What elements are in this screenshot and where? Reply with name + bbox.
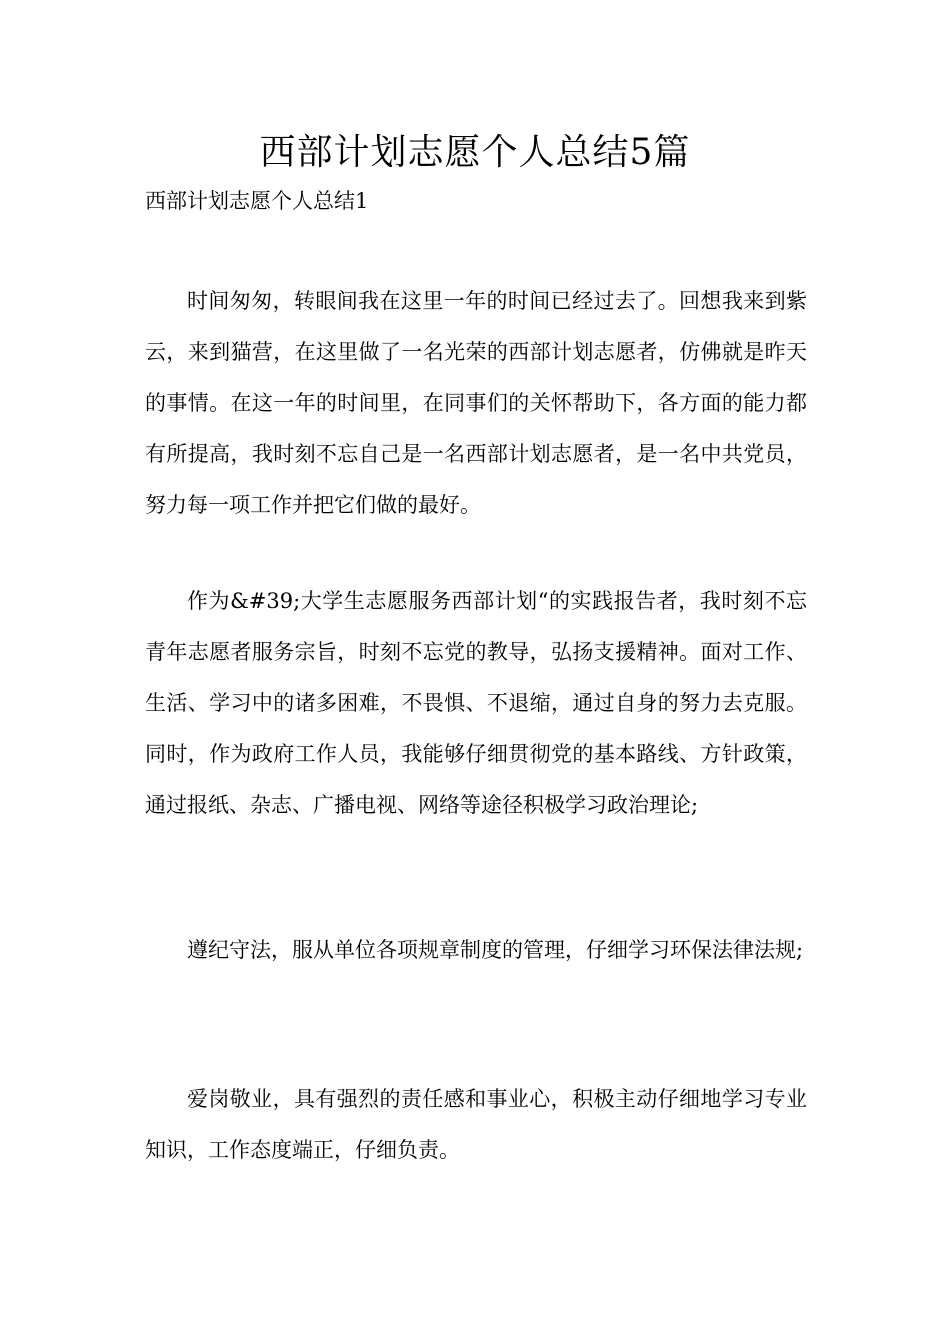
body-paragraph-1: 时间匆匆，转眼间我在这里一年的时间已经过去了。回想我来到紫云，来到猫营，在这里做了一名光荣的西部计划志愿者，仿佛就是昨天的事情。在这一年的时间里，在同事们的关怀帮助下，各方面的能力都有所提高，我时刻不忘自己是一名西部计划志愿者，是一名中共党员，努力每一项工作并把它们做的最好。 [145, 289, 807, 517]
body-paragraph-3: 遵纪守法，服从单位各项规章制度的管理，仔细学习环保法律法规; [187, 938, 804, 962]
section-heading: 西部计划志愿个人总结1 [145, 189, 369, 213]
body-paragraph-2: 作为&#39;大学生志愿服务西部计划“的实践报告者，我时刻不忘青年志愿者服务宗旨，时刻不忘党的教导，弘扬支援精神。面对工作、生活、学习中的诸多困难，不畏惧、不退缩，通过自身的努力去克服。同时，作为政府工作人员，我能够仔细贯彻党的基本路线、方针政策，通过报纸、杂志、广播电视、网络等途径积极学习政治理论; [145, 589, 807, 817]
body-paragraph-4: 爱岗敬业，具有强烈的责任感和事业心，积极主动仔细地学习专业知识，工作态度端正，仔细负责。 [145, 1087, 807, 1162]
document-title: 西部计划志愿个人总结5篇 [259, 132, 691, 173]
